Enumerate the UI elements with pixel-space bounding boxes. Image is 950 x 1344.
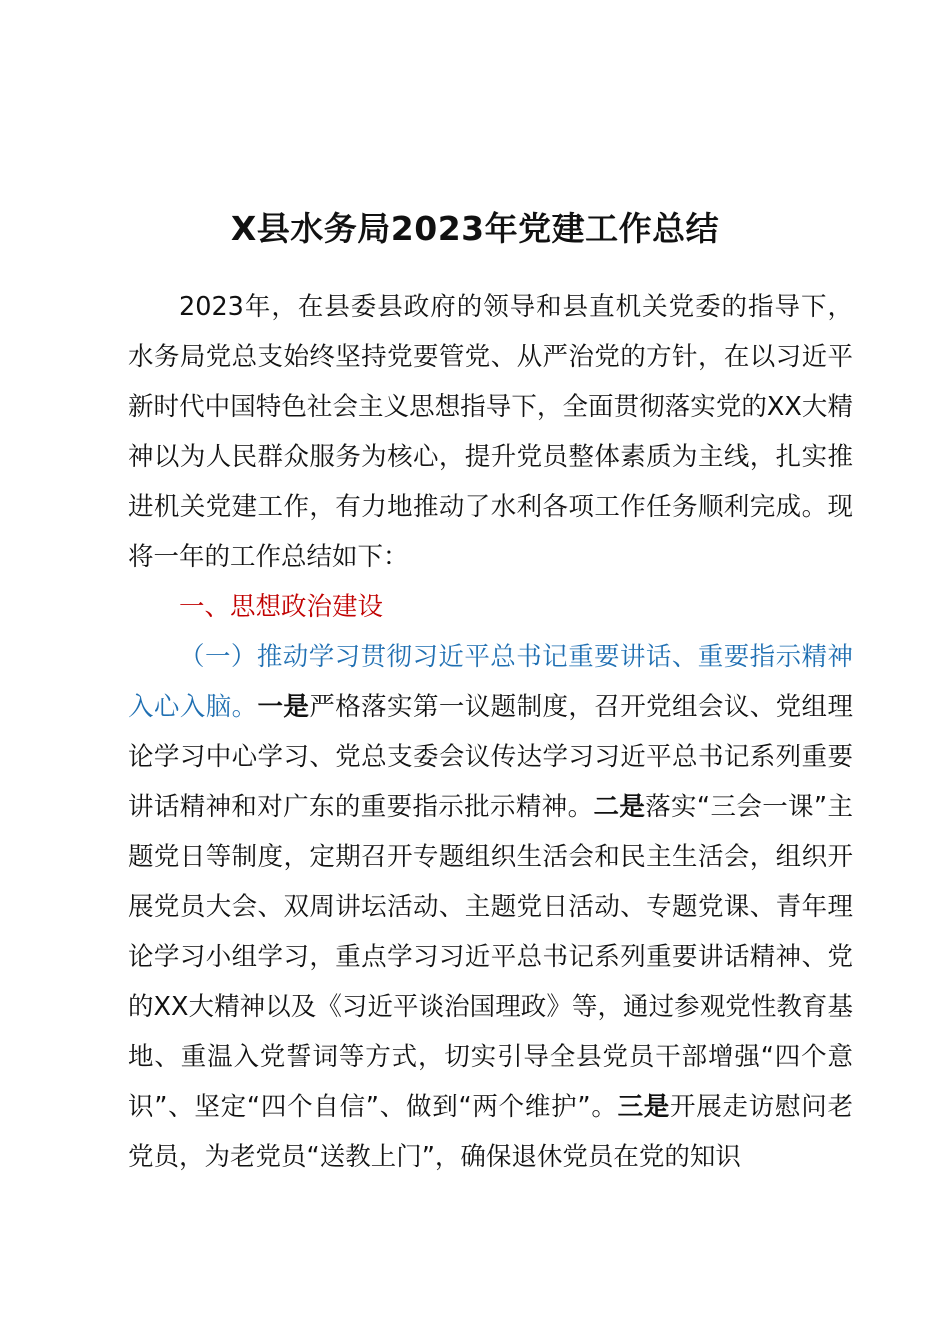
lead-label-2: 二是 (593, 792, 646, 822)
item-text-1: 严格落实第一议题制度，召开党组会议、党组理论学习中心学习、党总支委会议传达学习习近平总书记系列重要讲话精神和对广东的重要指示批示精神。 (128, 692, 853, 822)
section-heading: 一、思想政治建设 (179, 592, 384, 622)
lead-label-3: 三是 (617, 1092, 671, 1122)
lead-label-1: 一是 (257, 692, 310, 722)
intro-paragraph: 2023年，在县委县政府的领导和县直机关党委的指导下，水务局党总支始终坚持党要管党、从严治党的方针，在以习近平新时代中国特色社会主义思想指导下，全面贯彻落实党的XX大精神以为人民群众服务为核心，提升党员整体素质为主线，扎实推进机关党建工作，有力地推动了水利各项工作任务顺利完成。现将一年的工作总结如下： (128, 292, 853, 572)
item-text-3: 开展走访慰问老党员，为老党员“送教上门”，确保退休党员在党的知识 (128, 1092, 853, 1172)
document-title: X县水务局2023年党建工作总结 (230, 209, 720, 248)
item-text-2: 落实“三会一课”主题党日等制度，定期召开专题组织生活会和民主生活会，组织开展党员大会、双周讲坛活动、主题党日活动、专题党课、青年理论学习小组学习，重点学习习近平总书记系列重要讲话精神、党的XX大精神以及《习近平谈治国理政》等，通过参观党性教育基地、重温入党誓词等方式，切实引导全县党员干部增强“四个意识”、坚定“四个自信”、做到“两个维护”。 (128, 792, 853, 1122)
subsection-paragraph (128, 632, 853, 1182)
subsection-heading: （一）推动学习贯彻习近平总书记重要讲话、重要指示精神入心入脑。 (128, 642, 853, 722)
document-body (128, 282, 853, 1182)
